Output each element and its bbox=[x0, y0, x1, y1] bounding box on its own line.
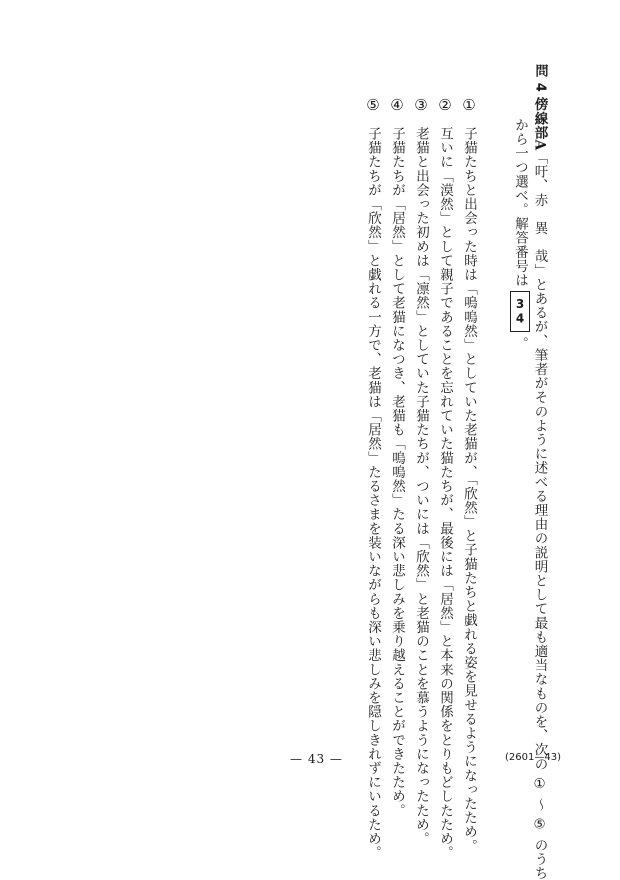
question-reference: 傍線部A bbox=[531, 97, 548, 151]
choice-text: 互いに「漠然」として親子であることを忘れていた猫たちが、最後には「居然」と本来の関係をとりもどしたため。 bbox=[437, 126, 453, 860]
choice-text: 子猫たちが「居然」として老猫になつき、老猫も「嗚嗚然」たる深い悲しみを乗り越えることができたため。 bbox=[389, 126, 405, 818]
question-number: 問 4 bbox=[532, 64, 548, 93]
choice-text: 老猫と出会った初めは「凛然」としていた子猫たちが、ついには「欣然」と老猫のことを慕うようになったため。 bbox=[413, 126, 429, 846]
choice-text: 子猫たちが「欣然」と戯れる一方で、老猫は「居然」たるさまを装いながらも深い悲しみを隠しきれずにいるため。 bbox=[365, 126, 381, 860]
question-instruction: から一つ選べ。解答番号は bbox=[512, 118, 528, 288]
choice-marker: ① bbox=[460, 96, 478, 115]
choice-text: 子猫たちと出会った時は「嗚嗚然」としていた老猫が、「欣然」と子猫たちと戯れる姿を見せるようになったため。 bbox=[461, 126, 477, 854]
question-line-2 bbox=[510, 118, 530, 351]
page-code: (2601—43) bbox=[505, 752, 561, 763]
choice-marker: ③ bbox=[412, 96, 430, 115]
question-text: 「吁、赤 異 哉」とあるが、筆者がそのように述べる理由の説明として最も適当なものを、次の ① ～ ⑤ のうち bbox=[531, 150, 548, 880]
choice-marker: ⑤ bbox=[364, 96, 382, 115]
answer-number-box: 34 bbox=[510, 291, 530, 332]
choice-marker: ④ bbox=[388, 96, 406, 115]
choice-1 bbox=[461, 96, 476, 853]
question-period: 。 bbox=[512, 336, 528, 351]
choice-5 bbox=[365, 96, 380, 860]
page-number: — 43 — bbox=[290, 752, 343, 766]
choice-3 bbox=[413, 96, 428, 846]
choice-marker: ② bbox=[436, 96, 454, 115]
choice-4 bbox=[389, 96, 404, 818]
choice-2 bbox=[437, 96, 452, 860]
